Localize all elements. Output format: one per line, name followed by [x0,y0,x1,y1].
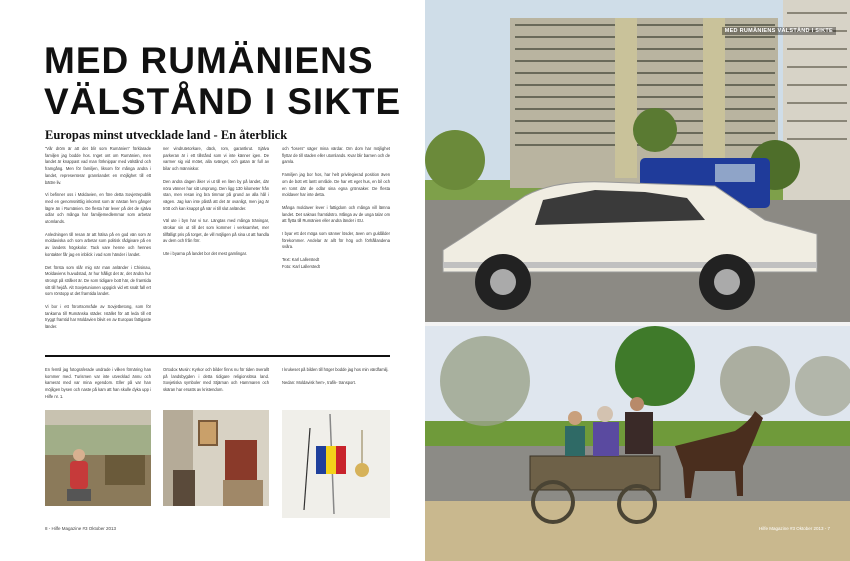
caption-right [282,367,390,392]
page-footer-right: Hilfe Magazine #3 Oktober 2013 - 7 [758,526,830,531]
section-divider [45,355,390,357]
photo-woman-portrait [45,410,151,506]
caption-portrait: En femtil jag fotograferade undrade i vilken förnäring han kommer med. Turismen var inte utvecklad ännu och kamerat med var mina egendom. Eller på var han möjligen bysen och naste på kam att han skulle dyka upp i Hilfe nr. 1. [45,367,151,399]
moldovan-flag-icon [282,410,390,518]
article-subtitle: Europas minst utvecklade land - En återblick [45,128,288,142]
article-title: MED RUMÄNIENS VÄLSTÅND I SIKTE [44,40,402,122]
photo-church-interior [163,410,269,506]
right-page [425,0,850,561]
paragraph: I byar ett det möga som sänner lösder, även om guldålder förekommer. Andelar är allt för hög och förhållandena svåra. [282,231,390,250]
byline-photo: Foto: Karl Lallerstedt [282,263,320,269]
paragraph: Många moldaver lever i fattigdom och många vill lämna landet. Det saknas framtidstro. Många av de unga talar om att flytta till Rumänien eller andra länder i EU. [282,204,390,224]
paragraph: Vi bor i ett förortsområde av Sovjetbetong, som för tankarna till Rumänska städer. Istället för att leda till ett tryggt framtid har Moldavien blivit en av Europas fattigaste länder. [45,304,151,330]
paragraph: ”Vår dröm är att det blir som Rumänien” förklarade familjen jag bodde hos. Inget ont om Rumänien, men landet är knappast vad man förknippar med välstånd och framgång. Men för familjen, liksom för många andra i landet, representerar grannlandet en möjlighet till ett bättre liv. [45,146,151,185]
paragraph: Det första som slår mig när man anländer i Chisinau, Moldaviens huvudstad, är hur hålligt det är, det ändra hur strongt på stråket är. De som tidigare bott här, de framtida sitt till hejdå. Alt Sovjetunionen uppgick vid ett snalt fall ert som rörstopp ut det framtida landet. [45,264,151,297]
paragraph: Familjen jag bor hos, har helt privilegierad position även om de bott ett lantt område. De har ett eget hus, en bil och en tomt där de odlar sina egna grönsaker. De flesta moldaver har inte detta. [282,172,390,198]
photo-apartment-blocks-car [425,0,850,322]
running-header: MED RUMÄNIENS VÄLSTÅND I SIKTE [722,27,836,35]
body-column-3 [282,146,390,271]
paragraph: Den andra dagen åker vi ut till en liten by på landet, där nöra vänner har sitt ursprung. Den ligg 130 kilometer från stan, men resan ing bra timmar på grund av alla hål i vägen. Jag kan inte påstå att det är ovanligt, men jag är trött och kan knappt gå när vi till slut anländer. [163,178,269,211]
caption-church: Ortodox Musin: Kyrkor och bilder finns nu för tiden överallt på landsbygden i detta tidigare religionslösa land. Sovjetiska symboler med Stjärnan och Hammaren och skäran har ersatts av kristendom. [163,367,269,393]
body-column-1 [45,146,151,337]
body-column-2 [163,146,269,264]
paragraph: Vi befinner oss i Moldavien, en före detta Sovjetrepublik med en genomsnittlig inkomst som är nästan fem gånger lägre än i Rumänien. De flesta här lever på det de själva odlar och många har familjemedlemmar som arbetar utomlands. [45,192,151,225]
caption-line: Nedan: Moldavisk hem-, trafik- transport. [282,379,356,385]
paragraph: och ”losers” säger mina värdar. Om dom har möjlighet flyttar de till staden eller utomlands. Kvar blir barnen och de gamla. [282,146,390,165]
paragraph: Ute i byarna på landet bor det mest gamlingar. [163,251,247,257]
caption-line: I krukeset på bilden till höger bodde jag hos min värdfamilj. [282,367,389,372]
paragraph: Väl ute i byn har vi tur. Längtas med många träningar, strokar sin ut till det som kommer i verksamhet, mer tillfälligt pris på torget, de vill möjligen på sina ut att handla av dem och från förr. [163,218,269,244]
page-footer-left: 8 - Hilfe Magazine #3 Oktober 2013 [45,526,117,531]
byline-text: Text: Karl Lallerstedt [282,257,320,263]
paragraph: ner vindrutetorkare, däck, rom, garantkrut. Själva parkeran är i ett tillstånd som vi inte känner igen. De varmer sig vid mötet, alla svänger, och gatan är full av bilar och människor. [163,146,269,172]
paragraph: Anledningen till resan är att hälsa på en god vän som är moldaviska och som arbetar som politisk rådgivare på en av landets högskolor. Tack vare henne och hennes kontakter får jag en inblick i vad som händer i landet. [45,231,151,257]
photo-flag-and-cross [282,410,390,518]
